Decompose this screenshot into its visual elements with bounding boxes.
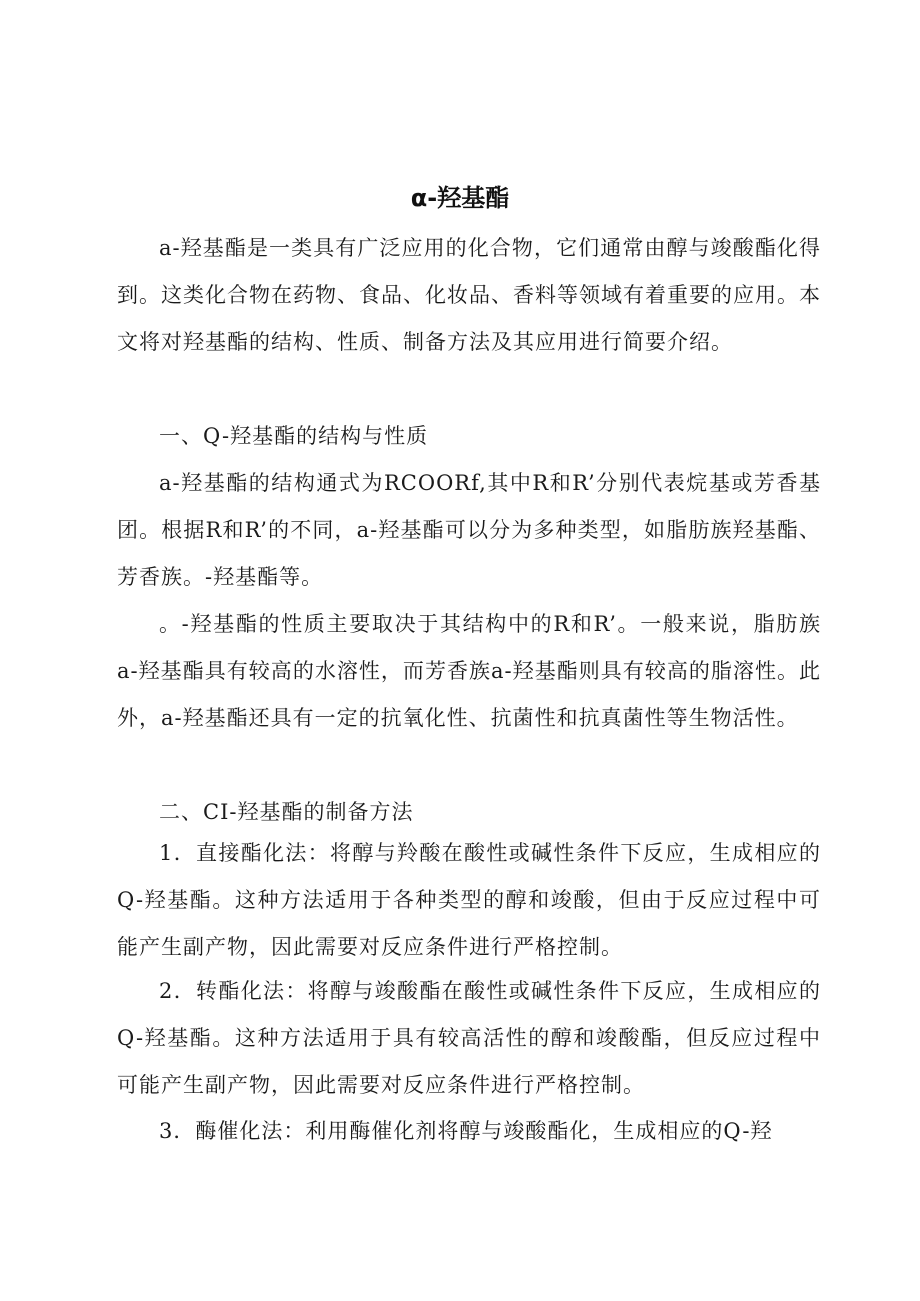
structure-paragraph: a-羟基酯的结构通式为RCOORf,其中R和R’分别代表烷基或芳香基团。根据R和R’的不同，a-羟基酯可以分为多种类型，如脂肪族羟基酯、芳香族。-羟基酯等。	[117, 471, 821, 589]
method-enzymatic-catalysis: 3．酶催化法：利用酶催化剂将醇与竣酸酯化，生成相应的Q-羟	[159, 1119, 773, 1143]
properties-paragraph: 。-羟基酯的性质主要取决于其结构中的R和R’。一般来说，脂肪族a-羟基酯具有较高的水溶性，而芳香族a-羟基酯则具有较高的脂溶性。此外，a-羟基酯还具有一定的抗氧化性、抗菌性和抗真菌性等生物活性。	[117, 612, 821, 730]
method-transesterification: 2．转酯化法：将醇与竣酸酯在酸性或碱性条件下反应，生成相应的Q-羟基酯。这种方法适用于具有较高活性的醇和竣酸酯，但反应过程中可能产生副产物，因此需要对反应条件进行严格控制。	[117, 979, 821, 1097]
method-direct-esterification: 1．直接酯化法：将醇与羚酸在酸性或碱性条件下反应，生成相应的Q-羟基酯。这种方法适用于各种类型的醇和竣酸，但由于反应过程中可能产生副产物，因此需要对反应条件进行严格控制。	[117, 841, 821, 959]
section-heading-preparation: 二、CI-羟基酯的制备方法	[159, 800, 414, 824]
document-title: α-羟基酯	[410, 184, 510, 212]
intro-paragraph: a-羟基酯是一类具有广泛应用的化合物，它们通常由醇与竣酸酯化得到。这类化合物在药物、食品、化妆品、香料等领域有着重要的应用。本文将对羟基酯的结构、性质、制备方法及其应用进行简要介绍。	[117, 236, 821, 354]
section-heading-structure: 一、Q-羟基酯的结构与性质	[159, 424, 429, 448]
